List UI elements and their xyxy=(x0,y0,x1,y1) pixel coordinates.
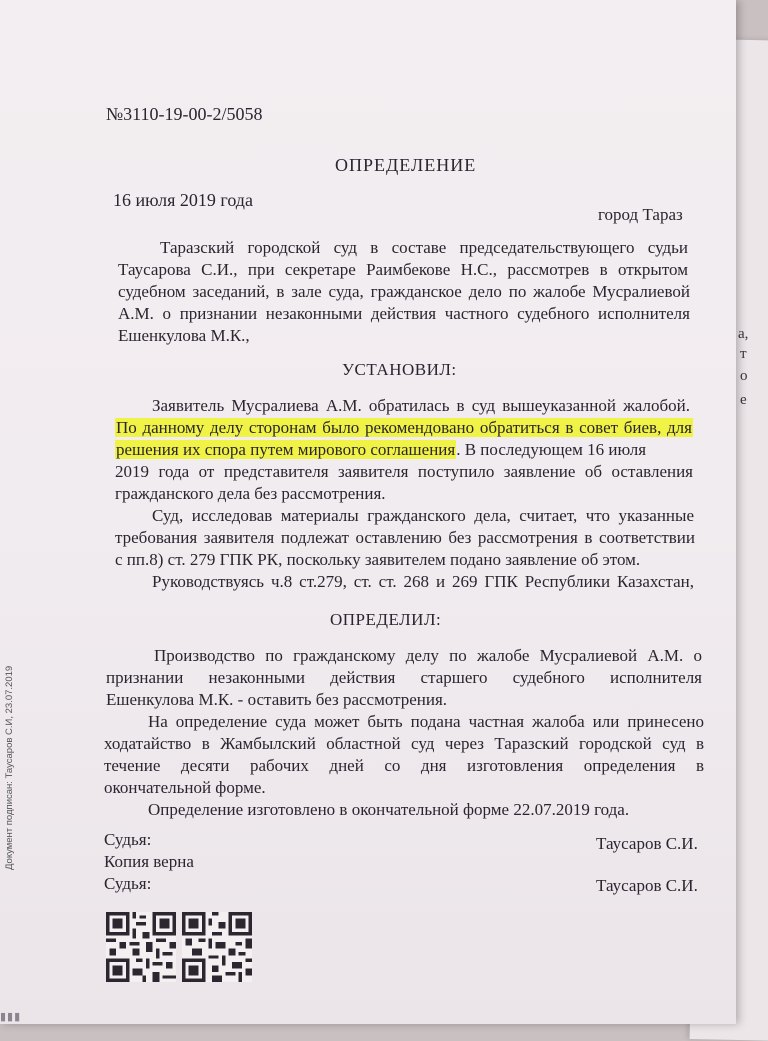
decided-line: течение десяти рабочих дней со дня изготовления определения в xyxy=(104,756,704,775)
back-page-fragment: т xyxy=(740,346,747,362)
established-line: Руководствуясь ч.8 ст.279, ст. ст. 268 и 269 ГПК Республики Казахстан, xyxy=(152,572,694,591)
intro-line: судебном заседаний, в зале суда, гражданское дело по жалобе Мусралиевой xyxy=(118,282,690,301)
decided-line: На определение суда может быть подана частная жалоба или принесено xyxy=(148,712,704,731)
intro-line: Ешенкулова М.К., xyxy=(118,326,250,345)
decided-line: окончательной форме. xyxy=(104,778,266,797)
back-page-fragment: а, xyxy=(738,326,749,342)
judge-label: Судья: xyxy=(104,874,152,893)
qr-code-icon xyxy=(106,912,176,982)
back-page-fragment: о xyxy=(740,368,748,384)
established-line: с пп.8) ст. 279 ГПК РК, поскольку заявителем подано заявление об этом. xyxy=(115,550,641,569)
highlighted-text: решения их спора путем мирового соглашения xyxy=(116,440,456,459)
judge-label: Судья: xyxy=(104,830,152,849)
established-line xyxy=(115,440,695,460)
document-city: город Тараз xyxy=(598,205,683,224)
intro-line: А.М. о признании незаконными действия частного судебного исполнителя xyxy=(118,304,690,323)
established-line-rest: . В последующем 16 июля xyxy=(456,440,647,459)
established-line: гражданского дела без рассмотрения. xyxy=(115,484,386,503)
heading-established: УСТАНОВИЛ: xyxy=(342,360,457,379)
established-line: 2019 года от представителя заявителя поступило заявление об оставления xyxy=(115,462,693,481)
document-date: 16 июля 2019 года xyxy=(113,190,253,210)
decided-line: признании незаконными действия старшего судебного исполнителя xyxy=(106,668,702,687)
established-line: требования заявителя подлежат оставлению без рассмотрения в соответствии xyxy=(115,528,695,547)
heading-decided: ОПРЕДЕЛИЛ: xyxy=(330,610,442,629)
back-page-fragment: е xyxy=(740,392,747,408)
intro-line: Таусарова С.И., при секретаре Раимбекове Н.С., рассмотрев в открытом xyxy=(118,260,688,279)
corner-mark: ▮▮▮ xyxy=(0,1011,22,1023)
established-line: Заявитель Мусралиева А.М. обратилась в суд вышеуказанной жалобой. xyxy=(152,396,690,415)
decided-line: Производство по гражданскому делу по жалобе Мусралиевой А.М. о xyxy=(154,646,702,665)
established-line: Суд, исследовав материалы гражданского дела, считает, что указанные xyxy=(152,506,694,525)
established-line xyxy=(115,418,693,438)
decided-line: Определение изготовлено в окончательной форме 22.07.2019 года. xyxy=(148,800,630,819)
judge-name: Таусаров С.И. xyxy=(596,834,698,853)
qr-code-icon xyxy=(182,912,252,982)
case-number: №3110-19-00-2/5058 xyxy=(106,104,263,124)
copy-true-label: Копия верна xyxy=(104,852,194,871)
judge-name: Таусаров С.И. xyxy=(596,876,698,895)
digital-signature-stamp: Документ подписан: Таусаров С.И, 23.07.2019 xyxy=(4,665,15,870)
document-title: ОПРЕДЕЛЕНИЕ xyxy=(335,155,477,175)
intro-line: Таразский городской суд в составе председательствующего судьи xyxy=(160,238,688,257)
highlighted-text: По данному делу сторонам было рекомендовано обратиться в совет биев, для xyxy=(116,418,692,437)
decided-line: ходатайство в Жамбылский областной суд через Таразский городской суд в xyxy=(104,734,704,753)
decided-line: Ешенкулова М.К. - оставить без рассмотрения. xyxy=(106,690,448,709)
